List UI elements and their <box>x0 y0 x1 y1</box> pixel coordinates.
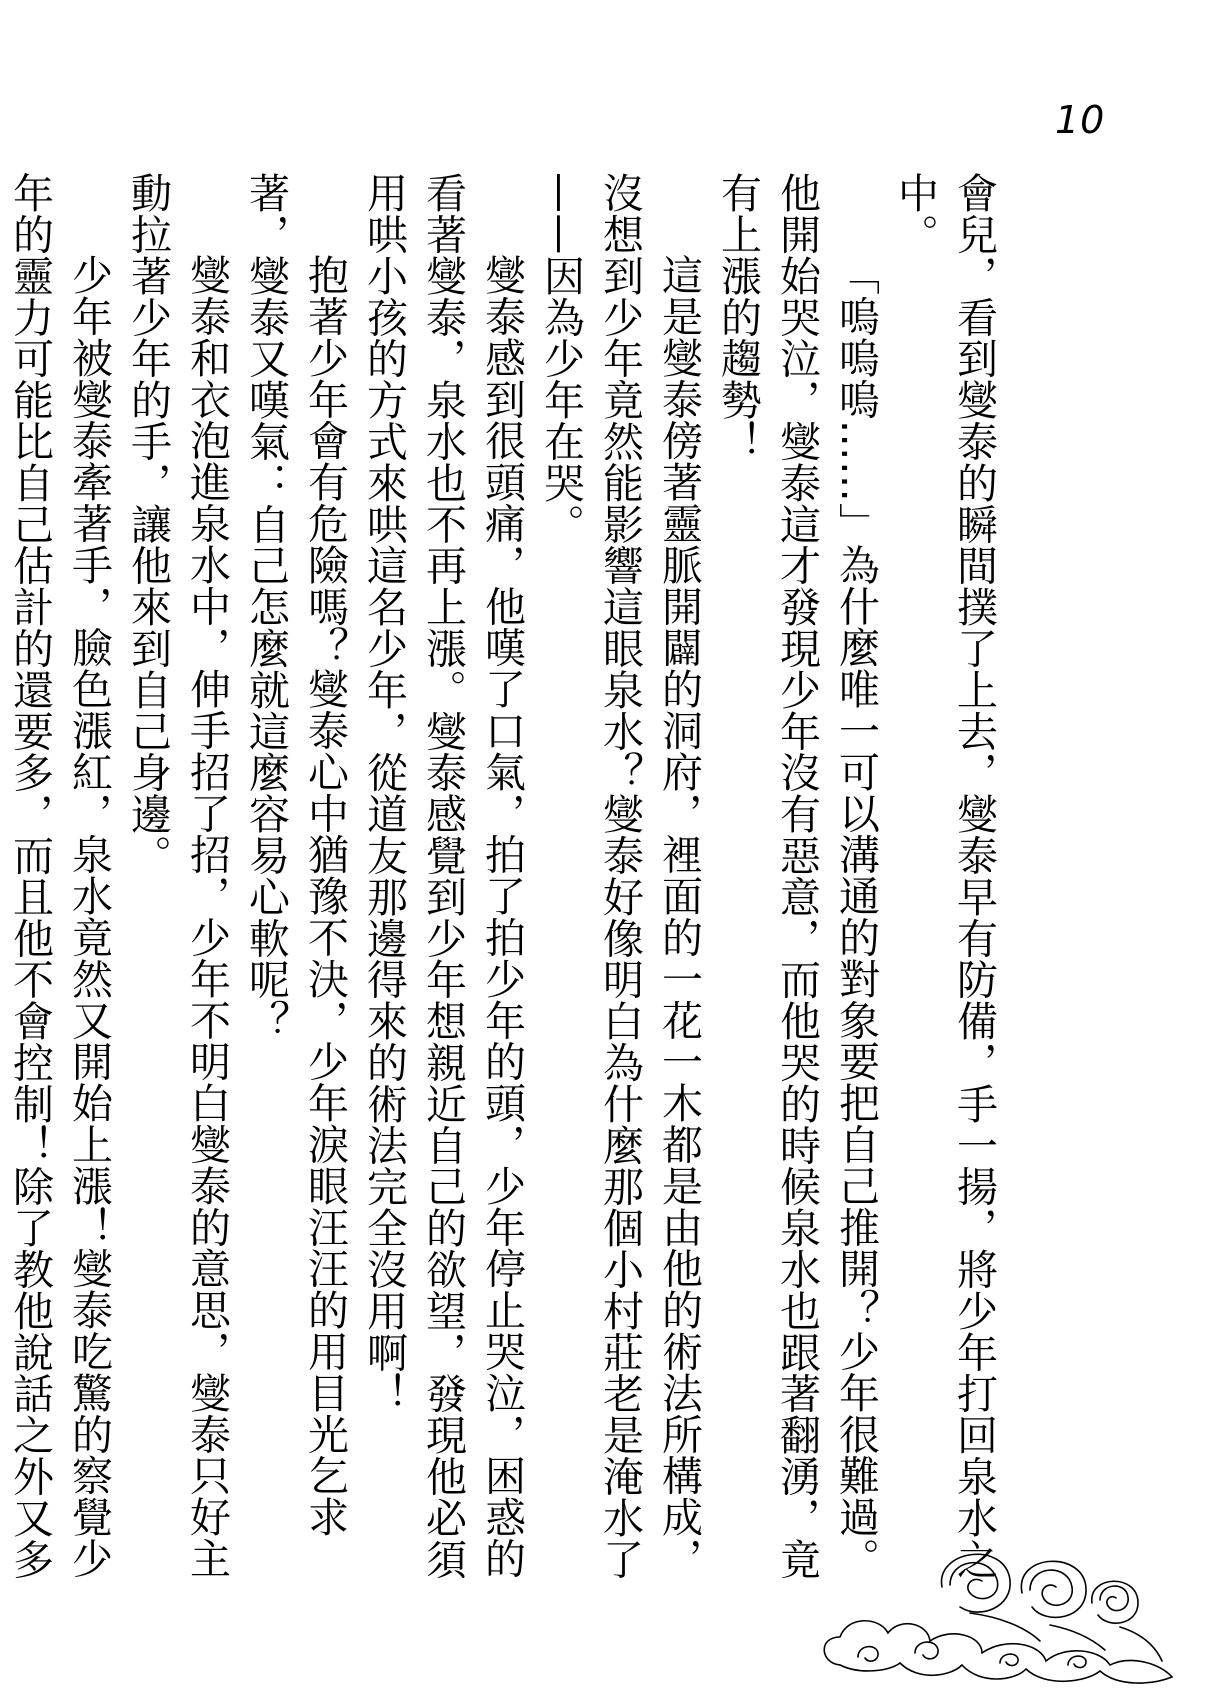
paragraph-3: 這是燮泰傍著靈脈開闢的洞府，裡面的一花一木都是由他的術法所構成，沒想到少年竟然能影響這眼泉水？燮泰好像明白為什麼那個小村莊老是淹水了——因為少年在哭。 <box>537 172 703 1580</box>
paragraph-4: 燮泰感到很頭痛，他嘆了口氣，拍了拍少年的頭，少年停止哭泣，困惑的看著燮泰，泉水也不再上漲。燮泰感覺到少年想親近自己的欲望，發現他必須用哄小孩的方式來哄這名少年，從道友那邊得來的術法完全沒用啊！ <box>360 172 526 1580</box>
paragraph-2: 「嗚嗚嗚……」為什麼唯一可以溝通的對象要把自己推開？少年很難過。他開始哭泣，燮泰這才發現少年沒有惡意，而他哭的時候泉水也跟著翻湧，竟有上漲的趨勢！ <box>714 172 880 1580</box>
body-text <box>6 172 1003 1612</box>
paragraph-7: 少年被燮泰牽著手，臉色漲紅，泉水竟然又開始上漲！燮泰吃驚的察覺少年的靈力可能比自己估計的還要多，而且他不會控制！除了教他說話之外又多 <box>6 172 113 1580</box>
page-number: 10 <box>1055 98 1106 142</box>
paragraph-5: 抱著少年會有危險嗎？燮泰心中猶豫不決，少年淚眼汪汪的用目光乞求著，燮泰又嘆氣：自己怎麼就這麼容易心軟呢？ <box>242 172 349 1538</box>
paragraph-6: 燮泰和衣泡進泉水中，伸手招了招，少年不明白燮泰的意思，燮泰只好主動拉著少年的手，讓他來到自己身邊。 <box>124 172 231 1579</box>
cloud-ornament-icon <box>800 1545 1190 1695</box>
paragraph-1: 會兒，看到燮泰的瞬間撲了上去，燮泰早有防備，手一揚，將少年打回泉水之中。 <box>891 172 998 1580</box>
